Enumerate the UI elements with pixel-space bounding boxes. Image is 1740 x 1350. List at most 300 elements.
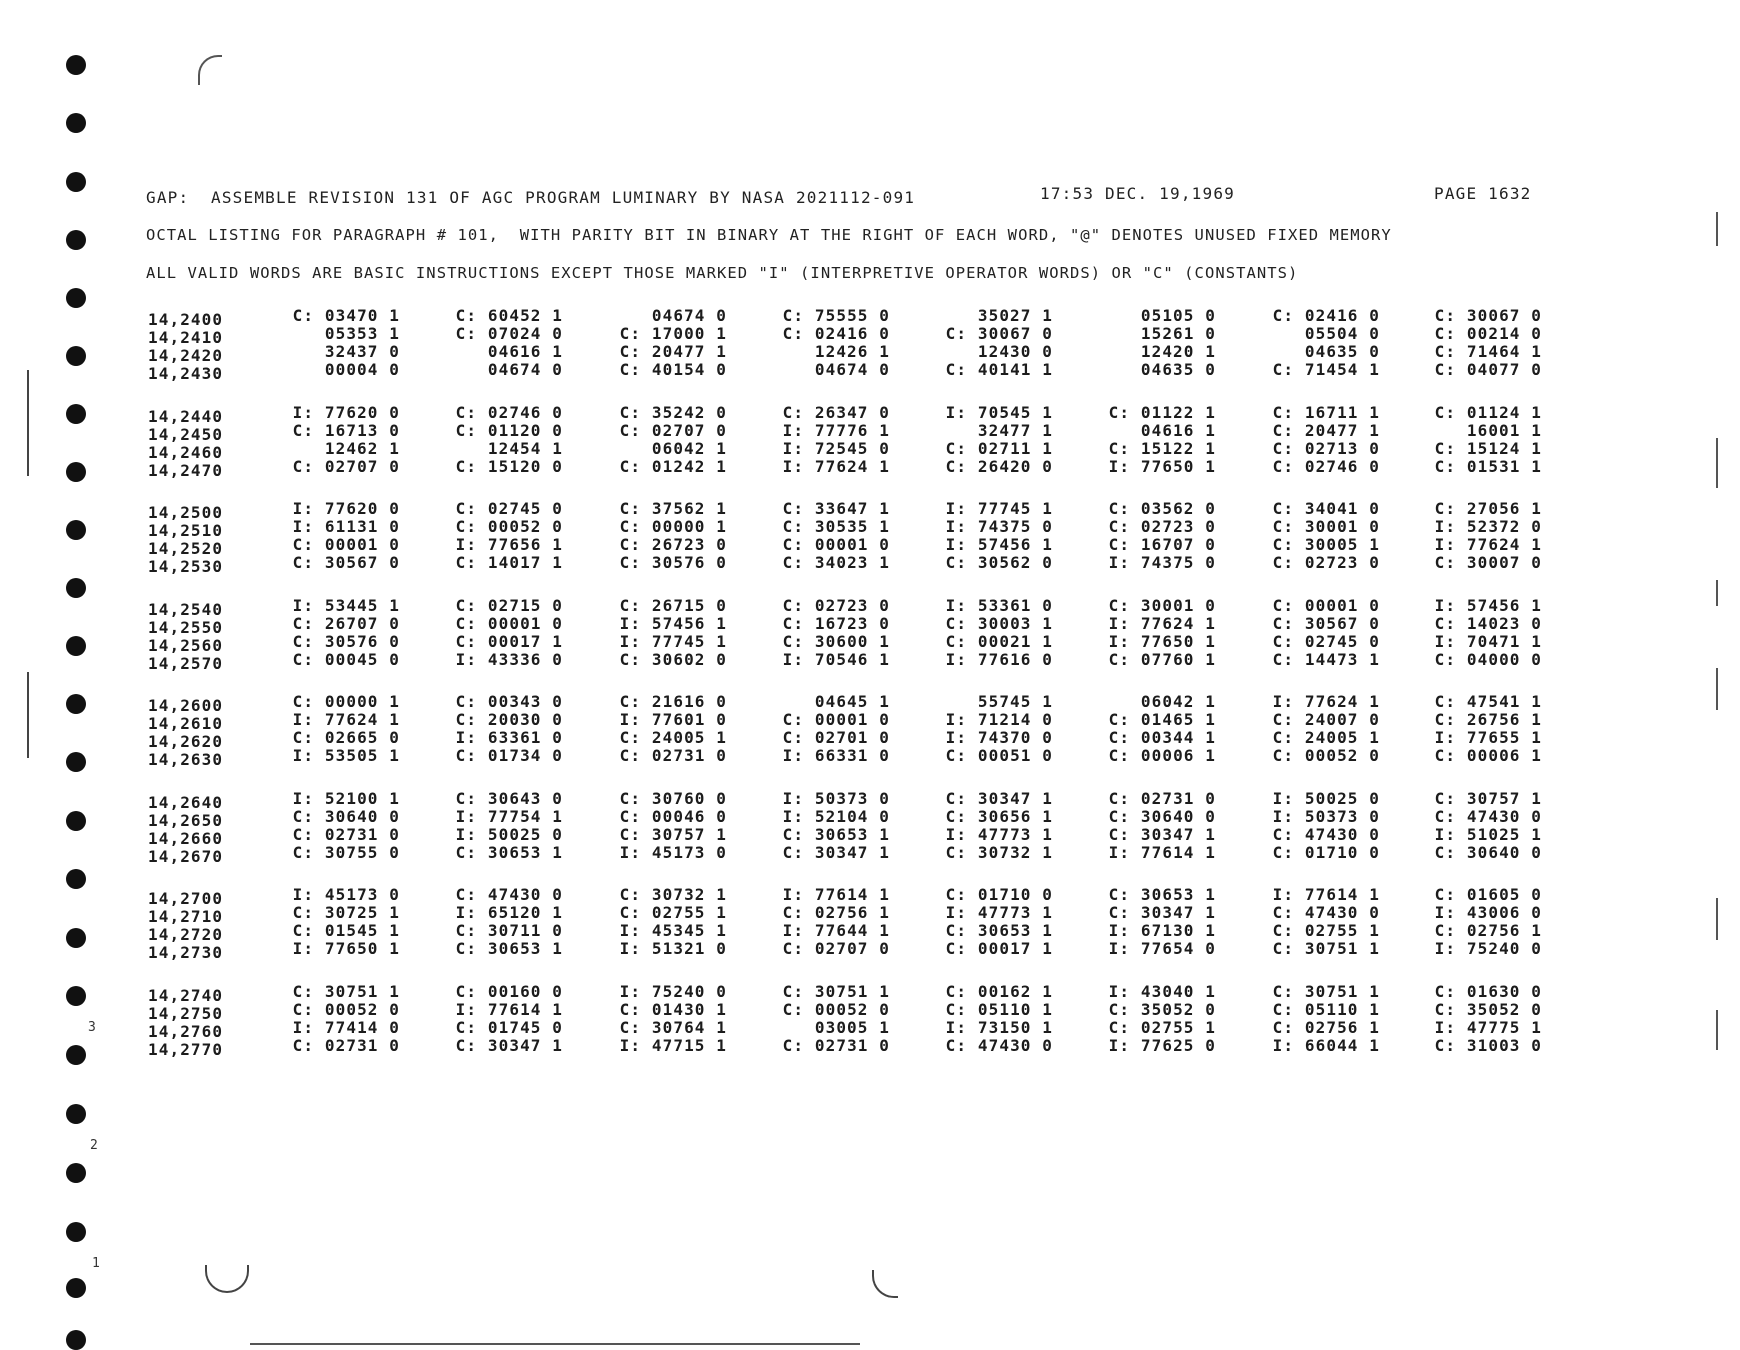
octal-word: C: 30600 1 <box>782 631 890 651</box>
octal-word: I: 50373 0 <box>1272 806 1380 826</box>
octal-word: C: 16713 0 <box>292 420 400 440</box>
octal-word: C: 60452 1 <box>455 306 563 325</box>
address-label: 14,2450 <box>148 424 224 444</box>
octal-word: C: 30640 0 <box>1434 842 1542 862</box>
address-label: 14,2640 <box>148 792 224 812</box>
punch-hole <box>66 636 86 656</box>
octal-word: 04635 0 <box>1140 360 1216 379</box>
octal-word: C: 24005 1 <box>1272 728 1380 747</box>
octal-word: 15261 0 <box>1140 324 1216 343</box>
punch-hole <box>66 1330 86 1350</box>
octal-word: C: 04000 0 <box>1434 649 1542 669</box>
octal-word: C: 00046 0 <box>619 806 727 826</box>
address-label: 14,2410 <box>148 328 224 347</box>
margin-mark-2: 2 <box>90 1138 98 1153</box>
octal-word: I: 47773 1 <box>945 824 1053 844</box>
octal-word: C: 30567 0 <box>1272 613 1380 633</box>
octal-word: I: 57456 1 <box>619 613 727 633</box>
octal-word: I: 47773 1 <box>945 903 1053 922</box>
octal-word: C: 02707 0 <box>292 456 400 476</box>
scan-arc-bottom-mid <box>872 1270 898 1298</box>
octal-word: C: 26347 0 <box>782 402 890 422</box>
octal-word: I: 77414 0 <box>292 1017 400 1037</box>
octal-word: 16001 1 <box>1466 420 1542 440</box>
octal-word: C: 02756 1 <box>782 903 890 922</box>
octal-word: 06042 1 <box>651 438 727 458</box>
octal-word: C: 00000 1 <box>619 517 727 536</box>
octal-word: C: 30653 1 <box>1108 885 1216 904</box>
octal-word: I: 77614 1 <box>455 999 563 1019</box>
octal-word: C: 02701 0 <box>782 728 890 747</box>
octal-word: C: 01545 1 <box>292 921 400 940</box>
octal-word: C: 24005 1 <box>619 728 727 747</box>
address-label: 14,2430 <box>148 364 224 383</box>
octal-word: I: 77745 1 <box>945 499 1053 518</box>
octal-word: C: 00001 0 <box>455 613 563 633</box>
address-label: 14,2510 <box>148 521 224 540</box>
octal-word: C: 02723 0 <box>1272 553 1380 572</box>
octal-word: I: 77601 0 <box>619 710 727 729</box>
octal-word: C: 47430 0 <box>1434 806 1542 826</box>
octal-word: C: 00017 1 <box>945 939 1053 958</box>
octal-word: C: 30535 1 <box>782 517 890 536</box>
octal-word: C: 30764 1 <box>619 1017 727 1037</box>
octal-word: C: 30067 0 <box>1434 306 1542 325</box>
octal-word: I: 66331 0 <box>782 746 890 765</box>
punch-hole <box>66 694 86 714</box>
octal-word: I: 77650 1 <box>1108 456 1216 476</box>
punch-hole <box>66 869 86 889</box>
octal-word: C: 35052 0 <box>1108 999 1216 1019</box>
octal-word: I: 77624 1 <box>1272 692 1380 711</box>
address-label: 14,2530 <box>148 557 224 576</box>
octal-word: C: 02746 0 <box>455 402 563 422</box>
octal-word: C: 02416 0 <box>1272 306 1380 325</box>
octal-word: I: 65120 1 <box>455 903 563 922</box>
scan-rule-bottom <box>250 1343 860 1345</box>
address-label: 14,2650 <box>148 810 224 830</box>
octal-word: C: 30001 0 <box>1108 595 1216 615</box>
octal-word: I: 77620 0 <box>292 402 400 422</box>
octal-word: C: 31003 0 <box>1434 1035 1542 1055</box>
octal-word: C: 14017 1 <box>455 553 563 572</box>
octal-word: C: 30640 0 <box>1108 806 1216 826</box>
header-title: GAP: ASSEMBLE REVISION 131 OF AGC PROGRAM LUMINARY BY NASA 2021112-091 <box>146 188 916 207</box>
octal-word: C: 00006 1 <box>1108 746 1216 765</box>
punch-hole <box>66 462 86 482</box>
octal-word: I: 77650 1 <box>292 939 400 958</box>
octal-word: 04674 0 <box>814 360 890 379</box>
punch-hole <box>66 1278 86 1298</box>
octal-word: C: 20477 1 <box>1272 420 1380 440</box>
octal-word: I: 43006 0 <box>1434 903 1542 922</box>
octal-word: 04645 1 <box>814 692 890 711</box>
octal-word: C: 30751 1 <box>782 981 890 1001</box>
punch-hole <box>66 404 86 424</box>
octal-word: C: 15122 1 <box>1108 438 1216 458</box>
punch-hole <box>66 752 86 772</box>
octal-word: C: 33647 1 <box>782 499 890 518</box>
octal-word: I: 50373 0 <box>782 788 890 808</box>
octal-word: I: 43336 0 <box>455 649 563 669</box>
address-label: 14,2600 <box>148 696 224 715</box>
octal-word: C: 00006 1 <box>1434 746 1542 765</box>
punch-hole <box>66 230 86 250</box>
octal-word: C: 30347 1 <box>1108 824 1216 844</box>
octal-word: C: 02746 0 <box>1272 456 1380 476</box>
octal-word: C: 01122 1 <box>1108 402 1216 422</box>
octal-word: C: 02755 1 <box>1108 1017 1216 1037</box>
address-label: 14,2670 <box>148 846 224 866</box>
octal-word: 32477 1 <box>977 420 1053 440</box>
octal-word: I: 70546 1 <box>782 649 890 669</box>
margin-mark-3: 3 <box>88 1020 96 1035</box>
octal-word: C: 02723 0 <box>1108 517 1216 536</box>
octal-word: 12426 1 <box>814 342 890 361</box>
octal-word: C: 02731 0 <box>292 1035 400 1055</box>
octal-word: C: 00001 0 <box>292 535 400 554</box>
octal-word: C: 30643 0 <box>455 788 563 808</box>
octal-word: I: 72545 0 <box>782 438 890 458</box>
octal-word: I: 52100 1 <box>292 788 400 808</box>
octal-word: 12462 1 <box>324 438 400 458</box>
octal-word: C: 30003 1 <box>945 613 1053 633</box>
octal-word: 12430 0 <box>977 342 1053 361</box>
octal-word: C: 30732 1 <box>945 842 1053 862</box>
octal-word: C: 37562 1 <box>619 499 727 518</box>
octal-word: C: 30567 0 <box>292 553 400 572</box>
punch-hole <box>66 172 86 192</box>
octal-word: I: 77616 0 <box>945 649 1053 669</box>
address-label: 14,2730 <box>148 943 224 962</box>
octal-word: C: 02731 0 <box>1108 788 1216 808</box>
address-label: 14,2750 <box>148 1003 224 1023</box>
octal-word: I: 77654 0 <box>1108 939 1216 958</box>
octal-word: C: 30732 1 <box>619 885 727 904</box>
address-label: 14,2610 <box>148 714 224 733</box>
punch-hole <box>66 986 86 1006</box>
octal-word: C: 14473 1 <box>1272 649 1380 669</box>
octal-word: 55745 1 <box>977 692 1053 711</box>
octal-word: C: 30602 0 <box>619 649 727 669</box>
octal-word: C: 24007 0 <box>1272 710 1380 729</box>
scan-rule-left-2 <box>27 672 29 758</box>
octal-word: I: 52104 0 <box>782 806 890 826</box>
address-label: 14,2740 <box>148 985 224 1005</box>
octal-word: I: 70545 1 <box>945 402 1053 422</box>
octal-word: I: 63361 0 <box>455 728 563 747</box>
octal-word: 04635 0 <box>1304 342 1380 361</box>
octal-word: I: 73150 1 <box>945 1017 1053 1037</box>
octal-word: C: 15120 0 <box>455 456 563 476</box>
address-label: 14,2540 <box>148 599 224 619</box>
octal-word: C: 00214 0 <box>1434 324 1542 343</box>
octal-word: C: 47430 0 <box>945 1035 1053 1055</box>
octal-word: C: 30005 1 <box>1272 535 1380 554</box>
scan-rule-left <box>27 370 29 476</box>
punch-hole <box>66 288 86 308</box>
octal-word: C: 01745 0 <box>455 1017 563 1037</box>
octal-word: C: 00000 1 <box>292 692 400 711</box>
octal-word: C: 16723 0 <box>782 613 890 633</box>
octal-word: C: 00344 1 <box>1108 728 1216 747</box>
octal-word: C: 35242 0 <box>619 402 727 422</box>
octal-word: 12420 1 <box>1140 342 1216 361</box>
address-label: 14,2630 <box>148 750 224 769</box>
octal-word: C: 01630 0 <box>1434 981 1542 1001</box>
octal-word: C: 30757 1 <box>619 824 727 844</box>
address-label: 14,2620 <box>148 732 224 751</box>
octal-word: C: 00045 0 <box>292 649 400 669</box>
octal-word: 06042 1 <box>1140 692 1216 711</box>
octal-word: 05105 0 <box>1140 306 1216 325</box>
octal-word: I: 57456 1 <box>945 535 1053 554</box>
octal-word: C: 00017 1 <box>455 631 563 651</box>
scan-arc-bottom-left <box>205 1265 249 1293</box>
header-page-number: PAGE 1632 <box>1434 184 1532 203</box>
octal-word: C: 30760 0 <box>619 788 727 808</box>
octal-word: C: 00052 0 <box>1272 746 1380 765</box>
octal-word: I: 61131 0 <box>292 517 400 536</box>
octal-word: C: 30562 0 <box>945 553 1053 572</box>
punch-hole <box>66 1045 86 1065</box>
octal-word: C: 15124 1 <box>1434 438 1542 458</box>
octal-word: C: 02731 0 <box>619 746 727 765</box>
octal-word: I: 77614 1 <box>1108 842 1216 862</box>
octal-word: I: 77624 1 <box>1108 613 1216 633</box>
octal-word: C: 07760 1 <box>1108 649 1216 669</box>
address-label: 14,2700 <box>148 889 224 908</box>
octal-word: C: 01242 1 <box>619 456 727 476</box>
octal-word: I: 66044 1 <box>1272 1035 1380 1055</box>
octal-word: C: 30576 0 <box>292 631 400 651</box>
octal-word: C: 00162 1 <box>945 981 1053 1001</box>
octal-word: I: 71214 0 <box>945 710 1053 729</box>
octal-word: I: 67130 1 <box>1108 921 1216 940</box>
octal-word: C: 02665 0 <box>292 728 400 747</box>
octal-word: C: 02755 1 <box>1272 921 1380 940</box>
octal-word: C: 34023 1 <box>782 553 890 572</box>
octal-word: 32437 0 <box>324 342 400 361</box>
octal-word: C: 71464 1 <box>1434 342 1542 361</box>
octal-word: I: 47775 1 <box>1434 1017 1542 1037</box>
octal-word: C: 30067 0 <box>945 324 1053 343</box>
octal-word: 04616 1 <box>487 342 563 361</box>
octal-word: C: 03562 0 <box>1108 499 1216 518</box>
octal-word: C: 07024 0 <box>455 324 563 343</box>
edge-mark-2 <box>1716 438 1718 488</box>
address-label: 14,2400 <box>148 310 224 329</box>
octal-word: I: 77776 1 <box>782 420 890 440</box>
octal-word: C: 47430 0 <box>455 885 563 904</box>
punch-hole <box>66 928 86 948</box>
octal-word: C: 02416 0 <box>782 324 890 343</box>
punch-hole <box>66 346 86 366</box>
octal-word: C: 30653 1 <box>782 824 890 844</box>
octal-word: I: 77625 0 <box>1108 1035 1216 1055</box>
octal-word: I: 77614 1 <box>1272 885 1380 904</box>
octal-word: C: 02723 0 <box>782 595 890 615</box>
octal-word: C: 47541 1 <box>1434 692 1542 711</box>
octal-word: 35027 1 <box>977 306 1053 325</box>
octal-word: C: 30007 0 <box>1434 553 1542 572</box>
octal-word: 04616 1 <box>1140 420 1216 440</box>
address-label: 14,2550 <box>148 617 224 637</box>
octal-word: C: 02713 0 <box>1272 438 1380 458</box>
octal-word: C: 30751 1 <box>1272 981 1380 1001</box>
octal-word: I: 75240 0 <box>1434 939 1542 958</box>
punch-hole <box>66 55 86 75</box>
address-label: 14,2470 <box>148 460 224 480</box>
octal-word: C: 00001 0 <box>782 710 890 729</box>
punch-hole <box>66 1104 86 1124</box>
octal-word: C: 26756 1 <box>1434 710 1542 729</box>
octal-word: C: 30725 1 <box>292 903 400 922</box>
punch-hole <box>66 1163 86 1183</box>
octal-word: C: 47430 0 <box>1272 824 1380 844</box>
address-label: 14,2760 <box>148 1021 224 1041</box>
address-label: 14,2460 <box>148 442 224 462</box>
octal-word: I: 53361 0 <box>945 595 1053 615</box>
punch-hole <box>66 520 86 540</box>
octal-word: C: 02745 0 <box>1272 631 1380 651</box>
octal-word: C: 16711 1 <box>1272 402 1380 422</box>
octal-word: C: 02711 1 <box>945 438 1053 458</box>
edge-mark-1 <box>1716 212 1718 246</box>
octal-word: C: 00001 0 <box>782 535 890 554</box>
octal-word: I: 50025 0 <box>1272 788 1380 808</box>
octal-word: I: 77650 1 <box>1108 631 1216 651</box>
octal-word: C: 30751 1 <box>1272 939 1380 958</box>
octal-word: 05504 0 <box>1304 324 1380 343</box>
octal-word: I: 77624 1 <box>292 710 400 729</box>
scan-arc-top <box>198 55 222 85</box>
header-timestamp: 17:53 DEC. 19,1969 <box>1040 184 1235 203</box>
address-label: 14,2520 <box>148 539 224 558</box>
address-label: 14,2500 <box>148 503 224 522</box>
octal-word: C: 02756 1 <box>1434 921 1542 940</box>
octal-word: C: 00052 0 <box>455 517 563 536</box>
octal-word: I: 77754 1 <box>455 806 563 826</box>
octal-word: C: 30757 1 <box>1434 788 1542 808</box>
octal-word: C: 02731 0 <box>292 824 400 844</box>
octal-word: I: 77624 1 <box>782 456 890 476</box>
octal-word: C: 01124 1 <box>1434 402 1542 422</box>
header-legend: ALL VALID WORDS ARE BASIC INSTRUCTIONS EXCEPT THOSE MARKED "I" (INTERPRETIVE OPERATOR WORDS) OR "C" (CONSTANTS) <box>146 264 1299 282</box>
octal-word: C: 04077 0 <box>1434 360 1542 379</box>
octal-word: 03005 1 <box>814 1017 890 1037</box>
address-label: 14,2570 <box>148 653 224 673</box>
octal-word: C: 75555 0 <box>782 306 890 325</box>
punch-hole <box>66 811 86 831</box>
octal-word: I: 77624 1 <box>1434 535 1542 554</box>
address-label: 14,2770 <box>148 1039 224 1059</box>
octal-word: C: 47430 0 <box>1272 903 1380 922</box>
octal-word: C: 26715 0 <box>619 595 727 615</box>
octal-word: 00004 0 <box>324 360 400 379</box>
octal-word: I: 51321 0 <box>619 939 727 958</box>
header-subtitle: OCTAL LISTING FOR PARAGRAPH # 101, WITH PARITY BIT IN BINARY AT THE RIGHT OF EACH WORD, "@" DENOTES UNUSED FIXED MEMORY <box>146 226 1392 244</box>
octal-word: C: 40154 0 <box>619 360 727 379</box>
octal-word: 05353 1 <box>324 324 400 343</box>
octal-word: C: 01734 0 <box>455 746 563 765</box>
octal-word: C: 30347 1 <box>945 788 1053 808</box>
octal-word: C: 02715 0 <box>455 595 563 615</box>
octal-word: I: 51025 1 <box>1434 824 1542 844</box>
edge-mark-3 <box>1716 580 1718 606</box>
octal-word: C: 05110 1 <box>945 999 1053 1019</box>
octal-word: C: 00021 1 <box>945 631 1053 651</box>
octal-word: I: 52372 0 <box>1434 517 1542 536</box>
octal-word: C: 14023 0 <box>1434 613 1542 633</box>
octal-word: C: 30656 1 <box>945 806 1053 826</box>
octal-word: C: 20477 1 <box>619 342 727 361</box>
octal-word: C: 02755 1 <box>619 903 727 922</box>
octal-word: C: 01465 1 <box>1108 710 1216 729</box>
octal-word: C: 00343 0 <box>455 692 563 711</box>
octal-word: 04674 0 <box>487 360 563 379</box>
punch-hole <box>66 1222 86 1242</box>
punch-hole <box>66 113 86 133</box>
address-label: 14,2420 <box>148 346 224 365</box>
octal-word: C: 01120 0 <box>455 420 563 440</box>
octal-word: C: 30347 1 <box>1108 903 1216 922</box>
octal-word: I: 53445 1 <box>292 595 400 615</box>
octal-word: C: 01531 1 <box>1434 456 1542 476</box>
octal-word: I: 45173 0 <box>619 842 727 862</box>
octal-word: I: 43040 1 <box>1108 981 1216 1001</box>
octal-word: C: 05110 1 <box>1272 999 1380 1019</box>
octal-word: C: 30755 0 <box>292 842 400 862</box>
octal-word: C: 02756 1 <box>1272 1017 1380 1037</box>
octal-word: C: 01430 1 <box>619 999 727 1019</box>
octal-word: C: 21616 0 <box>619 692 727 711</box>
octal-word: C: 71454 1 <box>1272 360 1380 379</box>
octal-word: C: 30576 0 <box>619 553 727 572</box>
octal-word: C: 30347 1 <box>455 1035 563 1055</box>
octal-word: I: 57456 1 <box>1434 595 1542 615</box>
address-label: 14,2720 <box>148 925 224 944</box>
octal-word: 04674 0 <box>651 306 727 325</box>
octal-word: C: 01710 0 <box>945 885 1053 904</box>
octal-word: C: 02707 0 <box>782 939 890 958</box>
octal-word: I: 77745 1 <box>619 631 727 651</box>
octal-word: C: 40141 1 <box>945 360 1053 379</box>
octal-word: C: 30347 1 <box>782 842 890 862</box>
octal-word: I: 77614 1 <box>782 885 890 904</box>
octal-word: C: 27056 1 <box>1434 499 1542 518</box>
octal-word: I: 74370 0 <box>945 728 1053 747</box>
octal-word: C: 26723 0 <box>619 535 727 554</box>
octal-word: C: 30640 0 <box>292 806 400 826</box>
address-label: 14,2660 <box>148 828 224 848</box>
octal-word: C: 30653 1 <box>455 939 563 958</box>
edge-mark-5 <box>1716 898 1718 940</box>
octal-word: C: 00051 0 <box>945 746 1053 765</box>
octal-word: C: 26420 0 <box>945 456 1053 476</box>
edge-mark-4 <box>1716 668 1718 710</box>
octal-word: I: 45173 0 <box>292 885 400 904</box>
octal-word: I: 77644 1 <box>782 921 890 940</box>
octal-word: I: 77620 0 <box>292 499 400 518</box>
octal-word: I: 47715 1 <box>619 1035 727 1055</box>
octal-word: C: 02731 0 <box>782 1035 890 1055</box>
octal-word: I: 77655 1 <box>1434 728 1542 747</box>
octal-word: C: 26707 0 <box>292 613 400 633</box>
octal-word: I: 45345 1 <box>619 921 727 940</box>
octal-word: C: 00001 0 <box>1272 595 1380 615</box>
octal-word: C: 30001 0 <box>1272 517 1380 536</box>
